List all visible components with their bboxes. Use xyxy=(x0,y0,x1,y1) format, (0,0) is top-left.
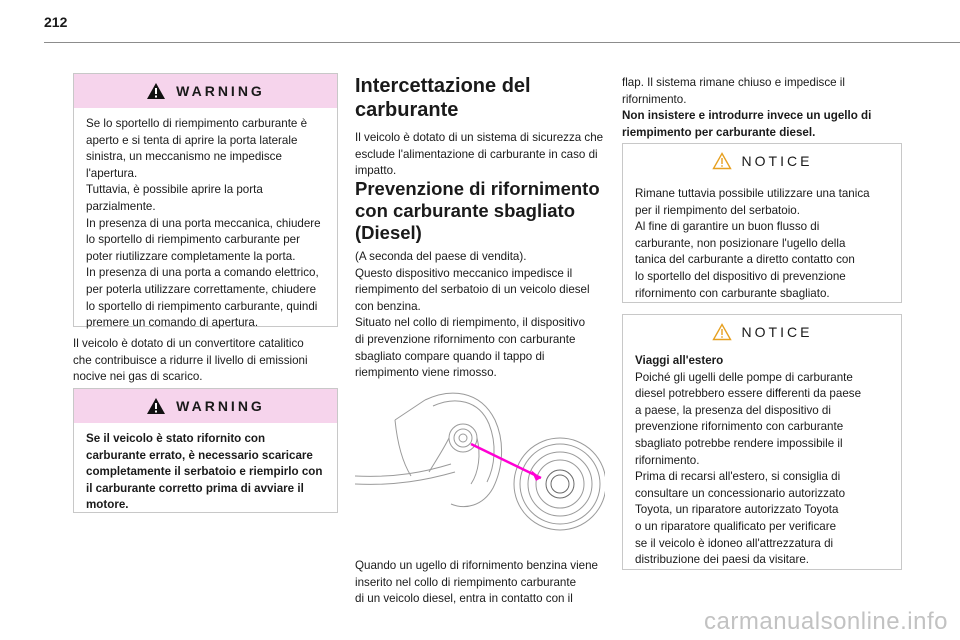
heading-line: Intercettazione del xyxy=(355,75,531,97)
nozzle-paragraph xyxy=(355,558,617,608)
warning-line: per poterla utilizzare correttamente, chiudere xyxy=(86,282,317,296)
heading-misfuel xyxy=(355,178,617,244)
body-line: esclude l'alimentazione di carburante in caso di xyxy=(355,147,598,161)
warning-text xyxy=(74,108,337,342)
watermark[interactable]: carmanualsonline.info xyxy=(704,608,948,635)
warning-line: carburante errato, è necessario scaricare xyxy=(86,448,313,462)
warning-line: In presenza di una porta a comando elettrico, xyxy=(86,266,319,280)
heading-line: (Diesel) xyxy=(355,222,422,243)
body-line: impatto. xyxy=(355,164,397,178)
notice-line: se il veicolo è idoneo all'attrezzatura di xyxy=(635,536,834,550)
notice-header xyxy=(623,315,901,349)
notice-line: carburante, non posizionare l'ugello della xyxy=(635,236,846,250)
notice-box-jerrycan xyxy=(622,143,902,303)
warning-line: il carburante corretto prima di avviare il xyxy=(86,481,304,495)
notice-line: Prima di recarsi all'estero, si consiglia di xyxy=(635,470,841,484)
notice-triangle-icon xyxy=(712,152,732,170)
warning-line: Se il veicolo è stato rifornito con xyxy=(86,432,266,445)
warning-line: Se lo sportello di riempimento carburante è xyxy=(86,117,308,130)
warning-line: lo sportello di riempimento carburante, quindi xyxy=(86,299,318,313)
heading-line: carburante xyxy=(355,99,459,121)
body-line: Non insistere e introdurre invece un ugello di xyxy=(622,109,872,123)
warning-text xyxy=(74,423,337,524)
warning-title: WARNING xyxy=(176,398,265,414)
notice-line: lo sportello del dispositivo di prevenzione xyxy=(635,269,846,283)
body-line: di un veicolo diesel, entra in contatto con il xyxy=(355,592,573,606)
body-line: riempimento viene rimosso. xyxy=(355,366,497,380)
warning-header xyxy=(74,389,337,423)
body-line: di prevenzione rifornimento con carburante xyxy=(355,332,576,346)
body-line: inserito nel collo di riempimento carburante xyxy=(355,575,577,589)
body-line: Questo dispositivo meccanico impedisce il xyxy=(355,266,573,280)
warning-triangle-icon xyxy=(146,82,166,100)
body-line: rifornimento. xyxy=(622,92,687,106)
section-misfuel xyxy=(355,178,617,382)
warning-line: poter riutilizzare completamente la porta. xyxy=(86,249,296,263)
page-number: 212 xyxy=(44,14,68,30)
notice-line: Rimane tuttavia possibile utilizzare una tanica xyxy=(635,187,870,200)
notice-line: distribuzione dei paesi da visitare. xyxy=(635,553,810,567)
notice-line: per il riempimento del serbatoio. xyxy=(635,203,800,217)
section-fuel-cutoff xyxy=(355,74,617,180)
notice-line: a paese, la presenza del dispositivo di xyxy=(635,403,831,417)
heading-line: con carburante sbagliato xyxy=(355,200,575,221)
warning-line: l'apertura. xyxy=(86,166,138,180)
body-line: Situato nel collo di riempimento, il dispositivo xyxy=(355,316,586,330)
body-line: Quando un ugello di rifornimento benzina viene xyxy=(355,559,598,572)
notice-subtitle: Viaggi all'estero xyxy=(635,354,724,367)
notice-line: consultare un concessionario autorizzato xyxy=(635,486,846,500)
notice-line: Al fine di garantire un buon flusso di xyxy=(635,220,820,234)
notice-triangle-icon xyxy=(712,323,732,341)
notice-text xyxy=(623,178,901,312)
fuel-filler-illustration xyxy=(355,380,605,540)
notice-line: prevenzione rifornimento con carburante xyxy=(635,420,844,434)
notice-line: Poiché gli ugelli delle pompe di carburante xyxy=(635,370,853,384)
warning-line: parzialmente. xyxy=(86,199,156,213)
flap-paragraph xyxy=(622,75,912,141)
warning-line: Tuttavia, è possibile aprire la porta xyxy=(86,183,263,197)
warning-line: motore. xyxy=(86,498,129,512)
body-line: nocive nei gas di scarico. xyxy=(73,370,203,384)
heading-line: Prevenzione di rifornimento xyxy=(355,178,600,199)
warning-header xyxy=(74,74,337,108)
body-line: che contribuisce a ridurre il livello di emissioni xyxy=(73,353,308,367)
notice-header xyxy=(623,144,901,178)
warning-line: sinistra, un meccanismo ne impedisce xyxy=(86,150,282,164)
warning-box-fuel xyxy=(73,388,338,513)
top-rule xyxy=(44,42,960,43)
body-line: sbagliato compare quando il tappo di xyxy=(355,349,545,363)
notice-line: rifornimento con carburante sbagliato. xyxy=(635,286,830,300)
notice-line: sbagliato potrebbe rendere impossibile il xyxy=(635,436,843,450)
warning-line: aperto e si tenta di aprire la porta laterale xyxy=(86,133,298,147)
warning-line: premere un comando di apertura. xyxy=(86,316,259,330)
notice-line: Toyota, un riparatore autorizzato Toyota xyxy=(635,503,839,517)
notice-line: tanica del carburante a diretto contatto con xyxy=(635,253,855,267)
body-line: con benzina. xyxy=(355,299,421,313)
warning-line: In presenza di una porta meccanica, chiudere xyxy=(86,216,321,230)
body-line: Il veicolo è dotato di un sistema di sicurezza che xyxy=(355,131,604,144)
warning-line: lo sportello di riempimento carburante per xyxy=(86,233,300,247)
catalytic-paragraph xyxy=(73,336,343,386)
notice-line: o un riparatore qualificato per verificare xyxy=(635,519,837,533)
warning-triangle-icon xyxy=(146,397,166,415)
notice-box-abroad xyxy=(622,314,902,570)
body-line: (A seconda del paese di vendita). xyxy=(355,250,527,263)
notice-line: diesel potrebbero essere differenti da paese xyxy=(635,387,862,401)
heading-fuel-cutoff xyxy=(355,74,617,122)
body-line: riempimento del serbatoio di un veicolo diesel xyxy=(355,283,590,297)
body-line: riempimento per carburante diesel. xyxy=(622,125,816,139)
warning-title: WARNING xyxy=(176,83,265,99)
notice-title: NOTICE xyxy=(741,153,813,169)
notice-title: NOTICE xyxy=(741,324,813,340)
body-line: flap. Il sistema rimane chiuso e impedisce il xyxy=(622,76,845,89)
warning-box-door xyxy=(73,73,338,330)
notice-line: rifornimento. xyxy=(635,453,700,467)
notice-text xyxy=(623,349,901,579)
body-line: Il veicolo è dotato di un convertitore catalitico xyxy=(73,337,304,350)
warning-line: completamente il serbatoio e riempirlo con xyxy=(86,465,323,479)
